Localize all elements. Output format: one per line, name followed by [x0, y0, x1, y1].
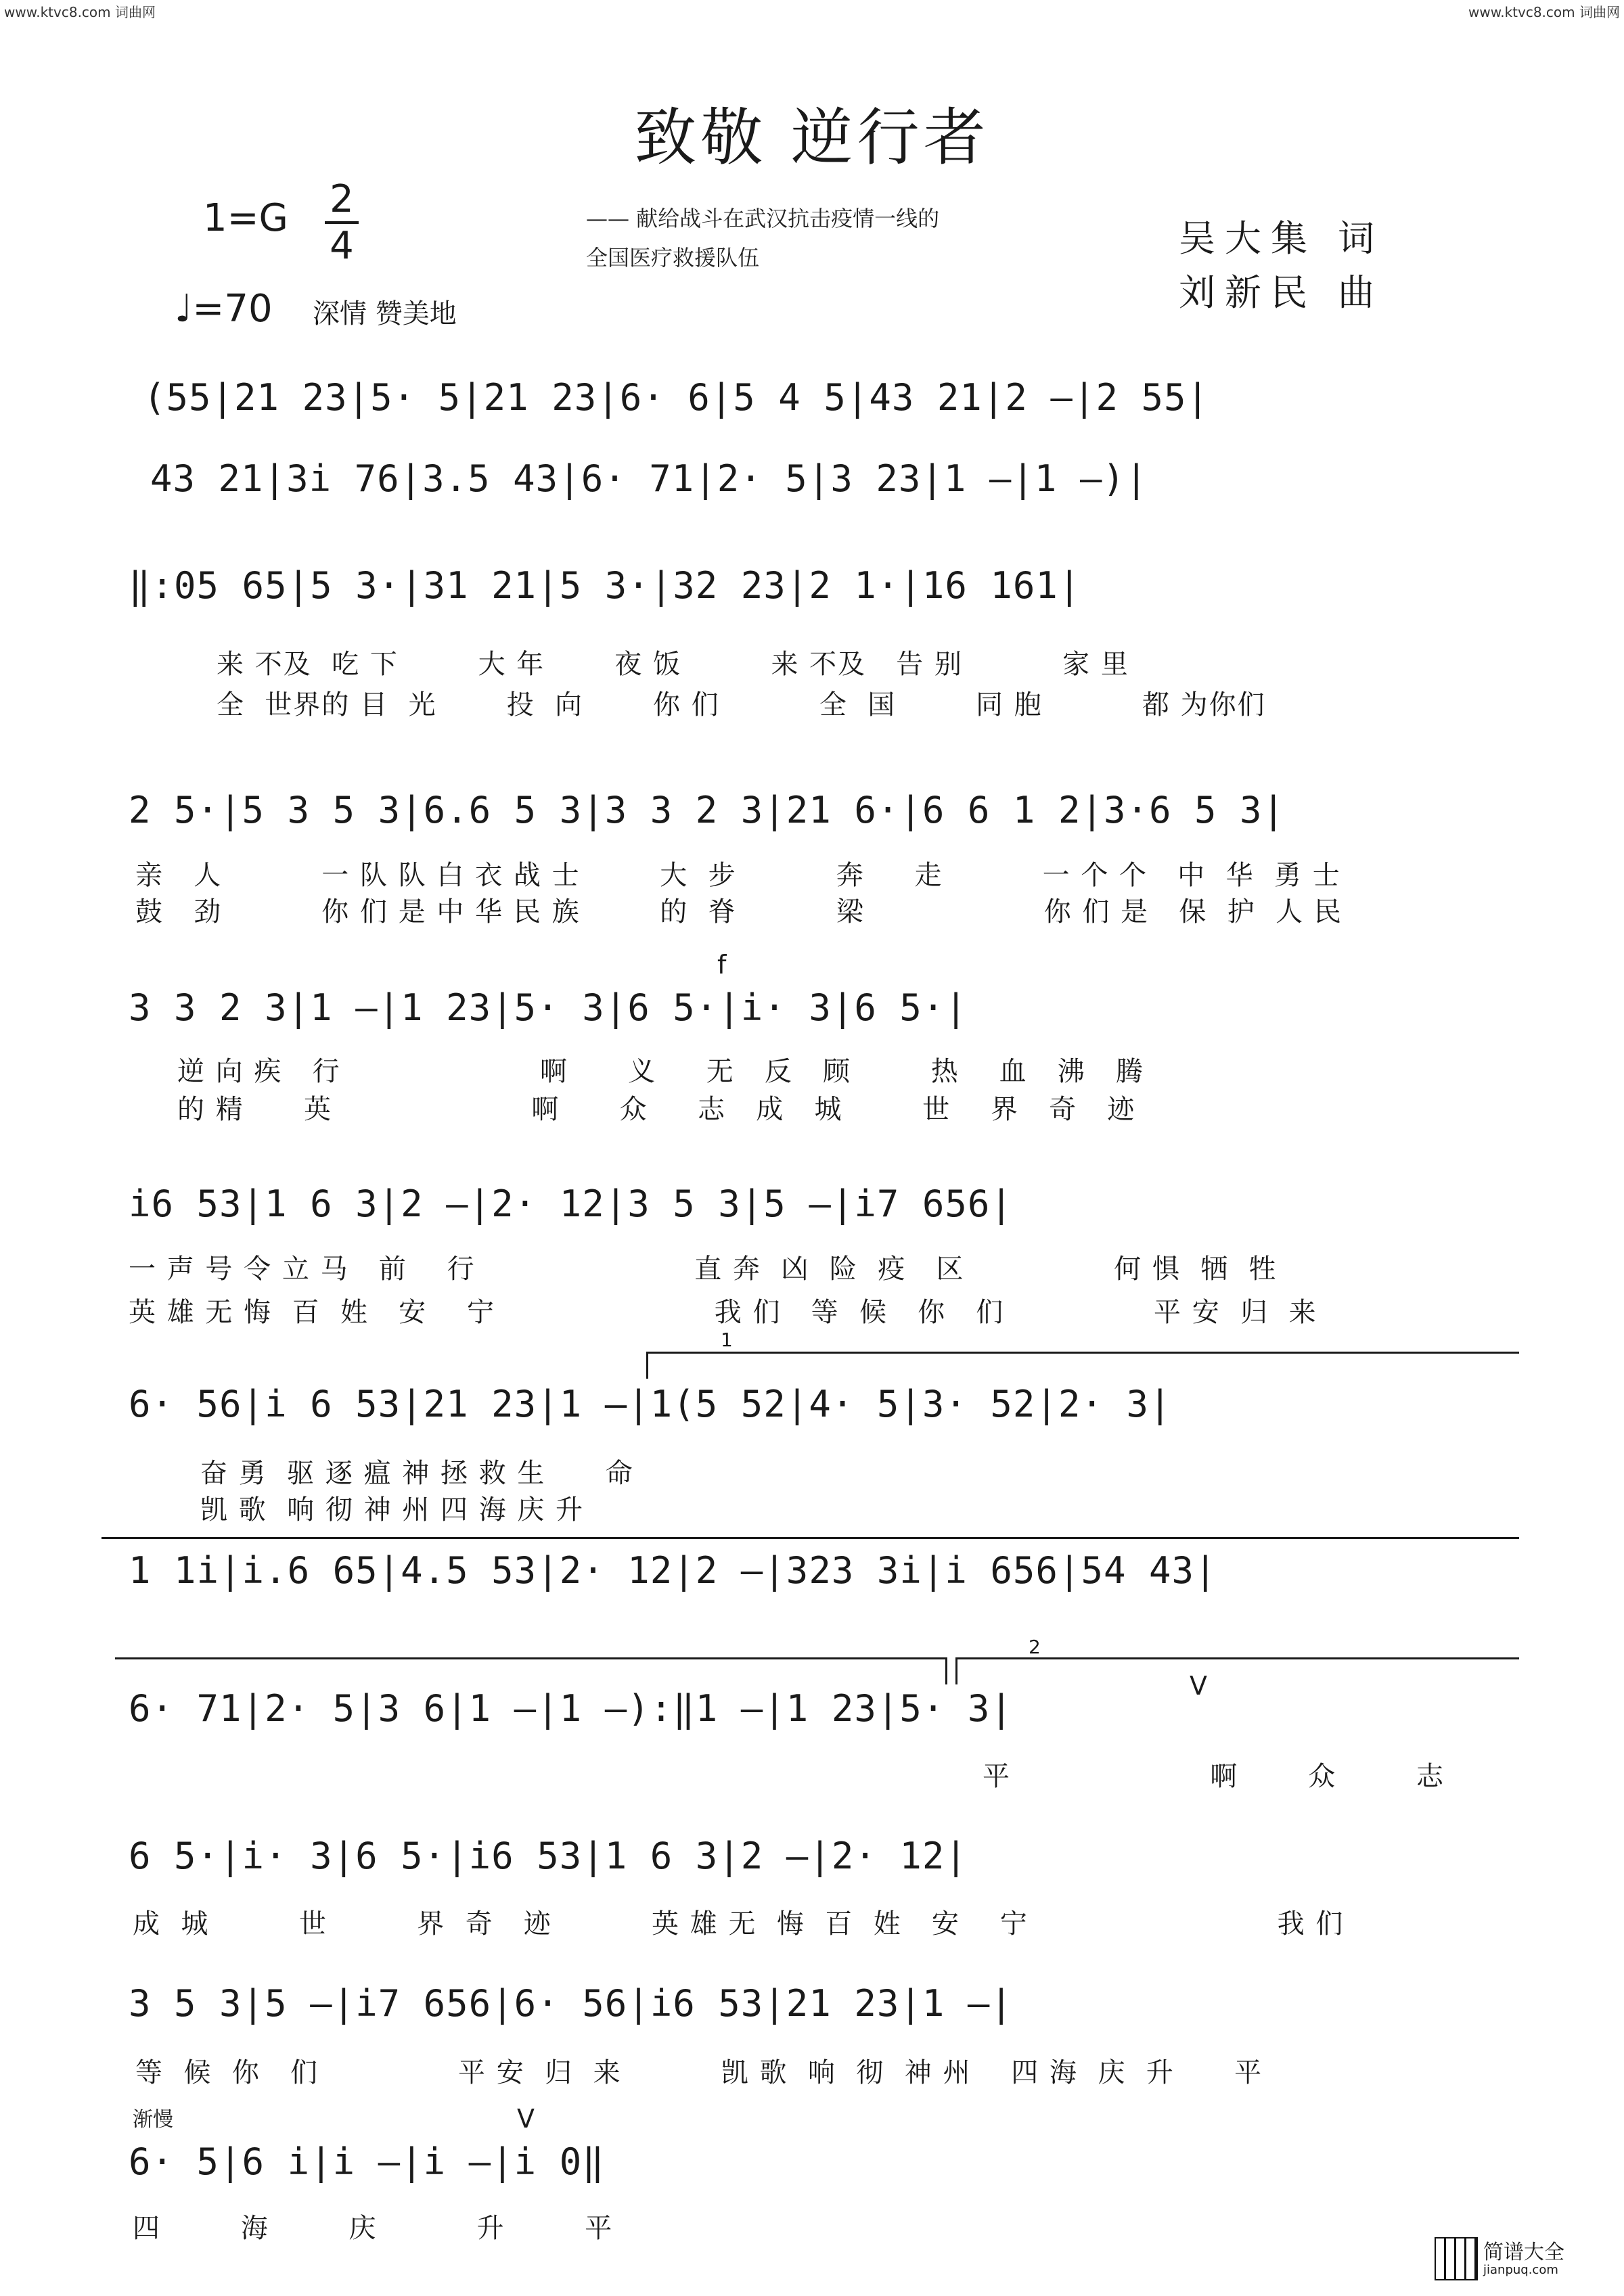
lyric-line-3a: 来 不及 吃 下 大 年 夜 饭 来 不及 告 别 家 里 [217, 649, 1129, 680]
header-url-right: www.ktvc8.com 词曲网 [1468, 4, 1620, 20]
logo-text: 简谱大全 [1483, 2240, 1564, 2264]
lyricist-credit: 吴大集 词 [1179, 217, 1384, 260]
lyric-line-6a: 一 声 号 令 立 马 前 行 直 奔 凶 险 疫 区 何 惧 牺 牲 [129, 1254, 1278, 1285]
breath-mark-1: V [1190, 1671, 1207, 1701]
piano-icon [1435, 2237, 1478, 2280]
dedication-line-1: —— 献给战斗在武汉抗击疫情一线的 [586, 206, 940, 231]
site-logo [1435, 2235, 1604, 2282]
lyric-line-11: 等 候 你 们 平 安 归 来 凯 歌 响 彻 神 州 四 海 庆 升 平 [135, 2057, 1263, 2088]
volta-1-tick [646, 1352, 648, 1379]
volta-1-number: 1 [721, 1329, 733, 1351]
ritardando-marking: 渐慢 [133, 2108, 173, 2132]
composer-credit: 刘新民 曲 [1179, 271, 1384, 314]
song-title: 致敬 逆行者 [634, 101, 990, 174]
notation-line-2: 43 21|3i 76|3.5 43|6· 71|2· 5|3 23|1 —|1 —)| [150, 457, 1148, 500]
volta-1-end-bracket [115, 1657, 947, 1659]
lyric-line-5b: 的 精 英 啊 众 志 成 城 世 界 奇 迹 [177, 1094, 1136, 1125]
time-bottom: 4 [330, 224, 354, 268]
lyric-line-5a: 逆 向 疾 行 啊 义 无 反 顾 热 血 沸 腾 [177, 1056, 1144, 1087]
notation-line-10: 6 5·|i· 3|6 5·|i6 53|1 6 3|2 —|2· 12| [129, 1835, 968, 1877]
notation-line-11: 3 5 3|5 —|i7 656|6· 56|i6 53|21 23|1 —| [129, 1982, 1013, 2025]
tempo-marking: ♩=70 [175, 287, 273, 331]
logo-url: jianpuq.com [1483, 2262, 1558, 2277]
lyric-line-7a: 奋 勇 驱 逐 瘟 神 拯 救 生 命 [200, 1458, 634, 1489]
forte-marking: f [717, 950, 727, 980]
section-divider [102, 1537, 1519, 1539]
dedication-line-2: 全国医疗救援队伍 [586, 245, 760, 271]
notation-line-12: 6· 5|6 i|i —|i —|i 0‖ [129, 2140, 605, 2183]
volta-2-number: 2 [1029, 1636, 1041, 1658]
lyric-line-10: 成 城 世 界 奇 迹 英 雄 无 悔 百 姓 安 宁 我 们 [133, 1908, 1345, 1939]
notation-line-4: 2 5·|5 3 5 3|6.6 5 3|3 3 2 3|21 6·|6 6 1 2|3·6 5 3| [129, 789, 1286, 831]
lyric-line-3b: 全 世界的 目 光 投 向 你 们 全 国 同 胞 都 为你们 [217, 689, 1266, 720]
notation-line-9: 6· 71|2· 5|3 6|1 —|1 —):‖1 —|1 23|5· 3| [129, 1687, 1013, 1730]
lyric-line-4b: 鼓 劲 你 们 是 中 华 民 族 的 脊 梁 你 们 是 保 护 人 民 [135, 896, 1343, 927]
lyric-line-6b: 英 雄 无 悔 百 姓 安 宁 我 们 等 候 你 们 平 安 归 来 [129, 1297, 1317, 1328]
key-signature: 1=G [203, 196, 288, 240]
notation-line-5: 3 3 2 3|1 —|1 23|5· 3|6 5·|i· 3|6 5·| [129, 986, 968, 1029]
lyric-line-9: 平 啊 众 志 [983, 1761, 1445, 1792]
header-url-left: www.ktvc8.com 词曲网 [4, 4, 156, 20]
notation-line-1: (55|21 23|5· 5|21 23|6· 6|5 4 5|43 21|2 —|2 55| [143, 376, 1210, 419]
time-signature [325, 177, 359, 268]
notation-line-7: 6· 56|i 6 53|21 23|1 —|1(5 52|4· 5|3· 52|2· 3| [129, 1383, 1172, 1425]
notation-line-8: 1 1i|i.6 65|4.5 53|2· 12|2 —|323 3i|i 656|54 43| [129, 1549, 1217, 1592]
lyric-line-7b: 凯 歌 响 彻 神 州 四 海 庆 升 [200, 1494, 585, 1525]
time-top: 2 [330, 177, 354, 221]
notation-line-6: i6 53|1 6 3|2 —|2· 12|3 5 3|5 —|i7 656| [129, 1183, 1013, 1225]
volta-1-bracket [646, 1352, 1519, 1354]
expression-marking: 深情 赞美地 [313, 298, 457, 329]
lyric-line-12: 四 海 庆 升 平 [133, 2213, 614, 2244]
logo-text-block [1483, 2241, 1564, 2277]
volta-1-end-tick [945, 1657, 947, 1684]
notation-line-3: ‖:05 65|5 3·|31 21|5 3·|32 23|2 1·|16 161| [129, 564, 1081, 607]
volta-2-tick [955, 1657, 957, 1684]
breath-mark-2: V [517, 2104, 535, 2134]
lyric-line-4a: 亲 人 一 队 队 白 衣 战 士 大 步 奔 走 一 个 个 中 华 勇 士 [135, 860, 1341, 891]
